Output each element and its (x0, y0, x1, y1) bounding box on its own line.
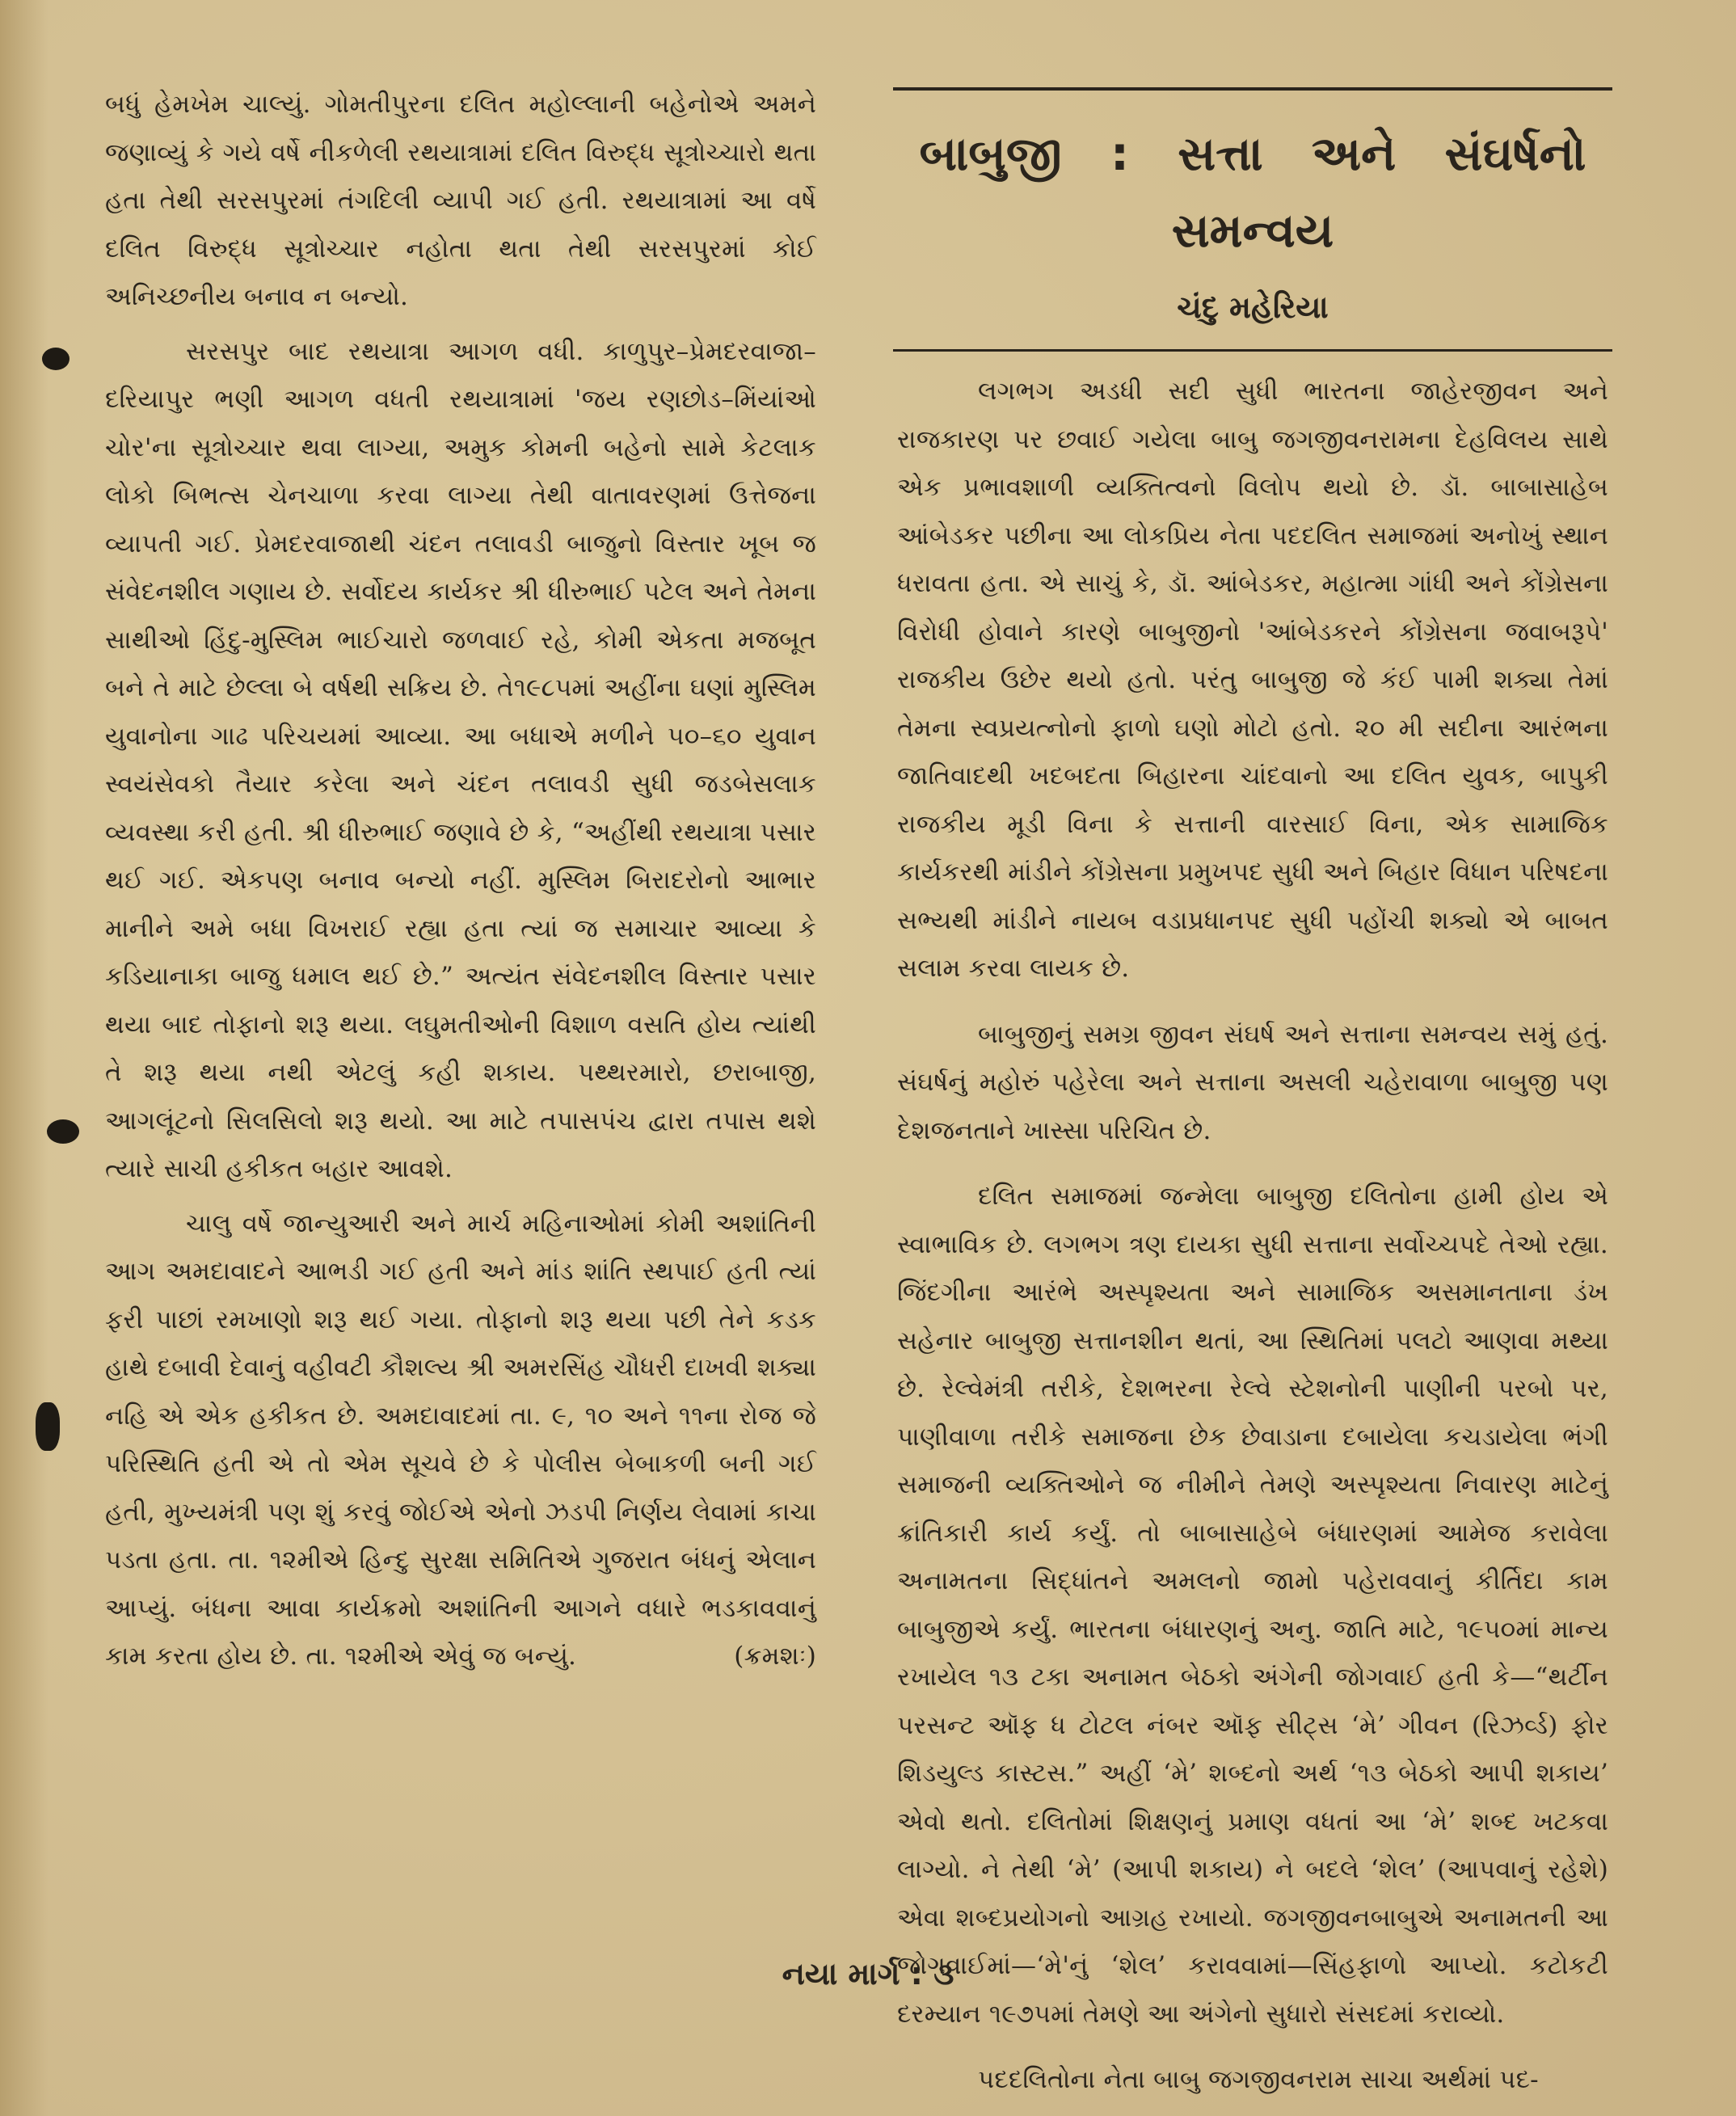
article-title-line2: સમન્વય (1171, 203, 1334, 258)
article-top-rule (893, 87, 1612, 91)
left-paragraph-3 (105, 1200, 816, 1681)
article-title: બાબુજી : સત્તા અને સંઘર્ષનો (919, 126, 1586, 181)
article-paragraph-3: દલિત સમાજમાં જન્મેલા બાબુજી દલિતોના હામી હોય એ સ્વાભાવિક છે. લગભગ ત્રણ દાયકા સુધી સત્તાના સર્વોચ્ચપદે તેઓ રહ્યા. જિંદગીના આરંભે અસ્પૃશ્યતા અને સામાજિક અસમાનતાના ડંખ સહેનાર બાબુજી સત્તાનશીન થતાં, આ સ્થિતિમાં પલટો આણવા મથ્યા છે. રેલ્વેમંત્રી તરીકે, દેશભરના રેલ્વે સ્ટેશનોની પાણીની પરબો પર, પાણીવાળા તરીકે સમાજના છેક છેવાડાના દબાયેલા કચડાયેલા ભંગી સમાજની વ્યક્તિઓને જ નીમીને તેમણે અસ્પૃશ્યતા નિવારણ માટેનું ક્રાંતિકારી કાર્ય કર્યું. તો બાબાસાહેબે બંધારણમાં આમેજ કરાવેલા અનામતના સિદ્ધાંતને અમલનો જામો પહેરાવવાનું કીર્તિદા કામ બાબુજીએ કર્યું. ભારતના બંધારણનું અનુ. જાતિ માટે, ૧૯૫૦માં માન્ય રખાયેલ ૧૩ ટકા અનામત બેઠકો અંગેની જોગવાઈ હતી કે—“થર્ટીન પરસન્ટ ઑફ ધ ટોટલ નંબર ઑફ સીટ્સ ‘મે’ ગીવન (રિઝર્વ્ડ) ફોર શિડયુલ્ડ કાસ્ટસ.” અહીં ‘મે’ શબ્દનો અર્થ ‘૧૩ બેઠકો આપી શકાય’ એવો થતો. દલિતોમાં શિક્ષણનું પ્રમાણ વધતાં આ ‘મે’ શબ્દ ખટકવા લાગ્યો. ને તેથી ‘મે’ (આપી શકાય) ને બદલે ‘શેલ’ (આપવાનું રહેશે) એવા શબ્દપ્રયોગનો આગ્રહ રખાયો. જગજીવનબાબુએ અનામતની આ જોગવાઈમાં—‘મે'નું ‘શેલ’ કરાવવામાં—સિંહફાળો આપ્યો. કટોકટી દરમ્યાન ૧૯૭૫માં તેમણે આ અંગેનો સુધારો સંસદમાં કરાવ્યો. (897, 1182, 1608, 2029)
page-footer: નયા માર્ગ : ૩ (782, 1956, 954, 1992)
continued-marker: (ક્રમશઃ) (734, 1642, 816, 1671)
article-paragraph-1: લગભગ અડધી સદી સુધી ભારતના જાહેરજીવન અને રાજકારણ પર છવાઈ ગયેલા બાબુ જગજીવનરામના દેહવિલય સાથે એક પ્રભાવશાળી વ્યક્તિત્વનો વિલોપ થયો છે. ડૉ. બાબાસાહેબ આંબેડકર પછીના આ લોકપ્રિય નેતા પદદલિત સમાજમાં અનોખું સ્થાન ધરાવતા હતા. એ સાચું કે, ડૉ. આંબેડકર, મહાત્મા ગાંધી અને કોંગ્રેસના વિરોધી હોવાને કારણે બાબુજીનો 'આંબેડકરને કોંગ્રેસના જવાબરૂપે' રાજકીય ઉછેર થયો હતો. પરંતુ બાબુજી જે કંઈ પામી શક્યા તેમાં તેમના સ્વપ્રયત્નોનો ફાળો ઘણો મોટો હતો. ૨૦ મી સદીના આરંભના જાતિવાદથી ખદબદતા બિહારના ચાંદવાનો આ દલિત યુવક, બાપુકી રાજકીય મૂડી વિના કે સત્તાની વારસાઈ વિના, એક સામાજિક કાર્યકરથી માંડીને કોંગ્રેસના પ્રમુખપદ સુધી અને બિહાર વિધાન પરિષદના સભ્યથી માંડીને નાયબ વડાપ્રધાનપદ સુધી પહોંચી શક્યો એ બાબત સલામ કરવા લાયક છે. (897, 377, 1608, 983)
article-paragraph-2: બાબુજીનું સમગ્ર જીવન સંઘર્ષ અને સત્તાના સમન્વય સમું હતું. સંઘર્ષનું મહોરું પહેરેલા અને સત્તાના અસલી ચહેરાવાળા બાબુજી પણ દેશજનતાને ખાસ્સા પરિચિત છે. (897, 1019, 1608, 1145)
left-paragraph-3-text: ચાલુ વર્ષે જાન્યુઆરી અને માર્ચ મહિનાઓમાં કોમી અશાંતિની આગ અમદાવાદને આભડી ગઈ હતી અને માંડ શાંતિ સ્થપાઈ હતી ત્યાં ફરી પાછાં રમખાણો શરૂ થઈ ગયા. તોફાનો શરૂ થયા પછી તેને કડક હાથે દબાવી દેવાનું વહીવટી કૌશલ્ય શ્રી અમરસિંહ ચૌધરી દાખવી શક્યા નહિ એ એક હકીકત છે. અમદાવાદમાં તા. ૯, ૧૦ અને ૧૧ના રોજ જે પરિસ્થિતિ હતી એ તો એમ સૂચવે છે કે પોલીસ બેબાકળી બની ગઈ હતી, મુખ્યમંત્રી પણ શું કરવું જોઈએ એનો ઝડપી નિર્ણય લેવામાં કાચા પડતા હતા. તા. ૧૨મીએ હિન્દુ સુરક્ષા સમિતિએ ગુજરાત બંધનું એલાન આપ્યું. બંધના આવા કાર્યક્રમો અશાંતિની આગને વધારે ભડકાવવાનું કામ કરતા હોય છે. તા. ૧૨મીએ એવું જ બન્યું. (105, 1208, 816, 1671)
left-paragraph-1: બધું હેમખેમ ચાલ્યું. ગોમતીપુરના દલિત મહોલ્લાની બહેનોએ અમને જણાવ્યું કે ગયે વર્ષે નીકળેલી રથયાત્રામાં દલિત વિરુદ્ધ સૂત્રોચ્ચારો થતા હતા તેથી સરસપુરમાં તંગદિલી વ્યાપી ગઈ હતી. રથયાત્રામાં આ વર્ષે દલિત વિરુદ્ધ સૂત્રોચ્ચાર નહોતા થતા તેથી સરસપુરમાં કોઈ અનિચ્છનીય બનાવ ન બન્યો. (105, 90, 816, 311)
page-edge-shadow (0, 0, 48, 2116)
left-paragraph-2: સરસપુર બાદ રથયાત્રા આગળ વધી. કાળુપુર–પ્રેમદરવાજા–દરિયાપુર ભણી આગળ વધતી રથયાત્રામાં 'જય રણછોડ–મિંયાંઓ ચોર'ના સૂત્રોચ્ચાર થવા લાગ્યા, અમુક કોમની બહેનો સામે કેટલાક લોકો બિભત્સ ચેનચાળા કરવા લાગ્યા તેથી વાતાવરણમાં ઉત્તેજના વ્યાપતી ગઈ. પ્રેમદરવાજાથી ચંદન તલાવડી બાજુનો વિસ્તાર ખૂબ જ સંવેદનશીલ ગણાય છે. સર્વોદય કાર્યકર શ્રી ધીરુભાઈ પટેલ અને તેમના સાથીઓ હિંદુ-મુસ્લિમ ભાઈચારો જળવાઈ રહે, કોમી એકતા મજબૂત બને તે માટે છેલ્લા બે વર્ષથી સક્રિય છે. તે૧૯૮૫માં અહીંના ઘણાં મુસ્લિમ યુવાનોના ગાઢ પરિચયમાં આવ્યા. આ બધાએ મળીને ૫૦–૬૦ યુવાન સ્વયંસેવકો તૈયાર કરેલા અને ચંદન તલાવડી સુધી જડબેસલાક વ્યવસ્થા કરી હતી. શ્રી ધીરુભાઈ જણાવે છે કે, “અહીંથી રથયાત્રા પસાર થઈ ગઈ. એકપણ બનાવ બન્યો નહીં. મુસ્લિમ બિરાદરોનો આભાર માનીને અમે બધા વિખરાઈ રહ્યા હતા ત્યાં જ સમાચાર આવ્યા કે કડિયાનાકા બાજુ ધમાલ થઈ છે.” અત્યંત સંવેદનશીલ વિસ્તાર પસાર થયા બાદ તોફાનો શરૂ થયા. લઘુમતીઓની વિશાળ વસતિ હોય ત્યાંથી તે શરૂ થયા નથી એટલું કહી શકાય. પથ્થરમારો, છરાબાજી, આગલૂંટનો સિલસિલો શરૂ થયો. આ માટે તપાસપંચ દ્વારા તપાસ થશે ત્યારે સાચી હકીકત બહાર આવશે. (105, 336, 816, 1183)
paper-damage-spot (42, 348, 70, 370)
paper-damage-spot (47, 1119, 79, 1144)
paper-damage-spot (36, 1402, 60, 1451)
left-column (105, 81, 816, 1681)
article-author: ચંદુ મહેરિયા (1177, 289, 1329, 325)
article-paragraph-4: પદદલિતોના નેતા બાબુ જગજીવનરામ સાચા અર્થમાં પદ- (978, 2065, 1539, 2094)
article-header-rule (893, 349, 1612, 352)
right-column (897, 368, 1608, 2105)
